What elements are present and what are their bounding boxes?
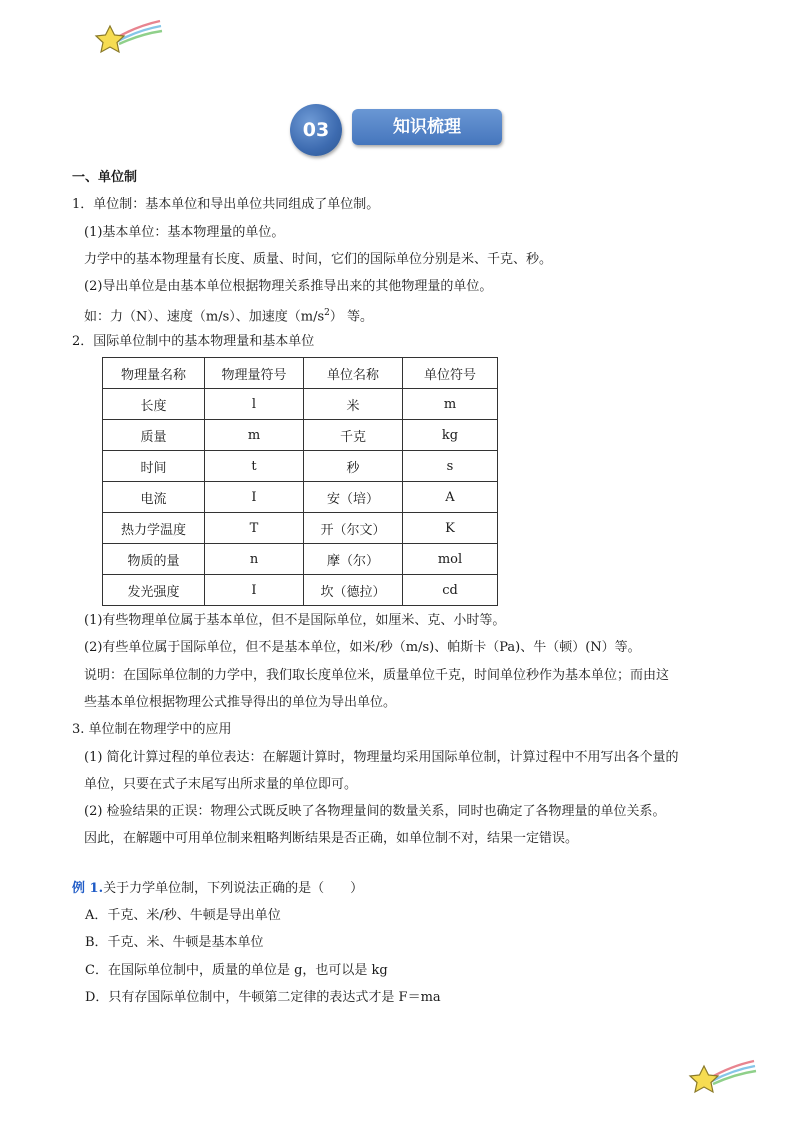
example-units-text: 如：力（N）、速度（m/s）、加速度（m/s <box>84 309 325 325</box>
table-cell: m <box>205 420 304 451</box>
table-cell: 质量 <box>103 420 205 451</box>
section-header <box>290 104 510 156</box>
item-1-number: 1． <box>72 197 94 213</box>
item-3-p2-line-2: 因此，在解题中可用单位制来粗略判断结果是否正确，如单位制不对，结果一定错误。 <box>84 831 579 847</box>
item-3-p1-line-1: (1) 简化计算过程的单位表达：在解题计算时，物理量均采用国际单位制，计算过程中不用写出各个量的 <box>84 749 679 765</box>
table-cell: A <box>403 482 498 513</box>
section-heading: 一、单位制 <box>72 170 138 185</box>
table-cell: kg <box>403 420 498 451</box>
note-2: (2)有些单位属于国际单位，但不是基本单位，如米/秒（m/s)、帕斯卡（Pa)、牛（顿）(N）等。 <box>84 640 641 656</box>
table-cell: mol <box>403 544 498 575</box>
example-label: 例 1. <box>72 880 104 896</box>
table-row <box>103 451 498 482</box>
table-cell: 安（培） <box>304 482 403 513</box>
table-cell: 坎（德拉） <box>304 575 403 606</box>
table-row <box>103 575 498 606</box>
item-3-title: 3. 单位制在物理学中的应用 <box>72 722 232 738</box>
item-1 <box>72 191 732 218</box>
table-header-cell: 单位符号 <box>403 358 498 389</box>
table-cell: I <box>205 482 304 513</box>
table-row <box>103 420 498 451</box>
table-row <box>103 513 498 544</box>
item-1-example <box>72 300 732 327</box>
table-cell: m <box>403 389 498 420</box>
table-row <box>103 544 498 575</box>
item-1-sub-2: 力学中的基本物理量有长度、质量、时间，它们的国际单位分别是米、千克、秒。 <box>84 251 553 267</box>
table-cell: 热力学温度 <box>103 513 205 544</box>
table-cell: 时间 <box>103 451 205 482</box>
table-header-row <box>103 358 498 389</box>
table-cell: K <box>403 513 498 544</box>
table-cell: T <box>205 513 304 544</box>
option-c: C．在国际单位制中，质量的单位是 g，也可以是 kg <box>85 962 388 978</box>
star-icon <box>686 1058 758 1098</box>
table-cell: 长度 <box>103 389 205 420</box>
table-cell: t <box>205 451 304 482</box>
section-title: 知识梳理 <box>352 109 502 145</box>
note-3-line-1: 说明：在国际单位制的力学中，我们取长度单位米，质量单位千克，时间单位秒作为基本单位；而由这 <box>84 667 670 683</box>
note-1: (1)有些物理单位属于基本单位，但不是国际单位，如厘米、克、小时等。 <box>84 613 506 629</box>
table-row <box>103 482 498 513</box>
table-cell: s <box>403 451 498 482</box>
table-cell: 千克 <box>304 420 403 451</box>
option-a: A．千克、米/秒、牛顿是导出单位 <box>85 908 281 924</box>
table-cell: n <box>205 544 304 575</box>
table-cell: 发光强度 <box>103 575 205 606</box>
table-cell: 米 <box>304 389 403 420</box>
example-question-text: 关于力学单位制，下列说法正确的是（ ） <box>103 880 364 896</box>
table-header-cell: 单位名称 <box>304 358 403 389</box>
table-header-cell: 物理量名称 <box>103 358 205 389</box>
item-3-p2-line-1: (2) 检验结果的正误：物理公式既反映了各物理量间的数量关系，同时也确定了各物理量的单位关系。 <box>84 804 666 820</box>
item-3-p1-line-2: 单位，只要在式子末尾写出所求量的单位即可。 <box>84 776 358 792</box>
star-icon <box>92 18 164 58</box>
table-cell: 物质的量 <box>103 544 205 575</box>
option-b: B．千克、米、牛顿是基本单位 <box>85 935 264 951</box>
superscript: 2 <box>324 308 330 319</box>
example-question <box>72 875 732 902</box>
table-cell: 摩（尔） <box>304 544 403 575</box>
section-number-badge: 03 <box>290 104 342 156</box>
note-3-line-2: 些基本单位根据物理公式推导得出的单位为导出单位。 <box>84 694 397 710</box>
item-1-sub-1: (1)基本单位：基本物理量的单位。 <box>84 224 285 240</box>
table-cell: 开（尔文） <box>304 513 403 544</box>
example-units-tail: ） 等。 <box>329 309 374 325</box>
option-d: D．只有存国际单位制中，牛顿第二定律的表达式才是 F＝ma <box>85 989 441 1005</box>
document-body <box>72 164 732 1011</box>
table-cell: 电流 <box>103 482 205 513</box>
table-cell: cd <box>403 575 498 606</box>
item-2: 2．国际单位制中的基本物理量和基本单位 <box>72 333 315 349</box>
table-cell: 秒 <box>304 451 403 482</box>
item-1-sub-3: (2)导出单位是由基本单位根据物理关系推导出来的其他物理量的单位。 <box>84 279 493 295</box>
units-table <box>102 357 498 606</box>
item-1-text: 单位制：基本单位和导出单位共同组成了单位制。 <box>93 197 380 213</box>
table-header-cell: 物理量符号 <box>205 358 304 389</box>
table-row <box>103 389 498 420</box>
table-cell: I <box>205 575 304 606</box>
table-cell: l <box>205 389 304 420</box>
